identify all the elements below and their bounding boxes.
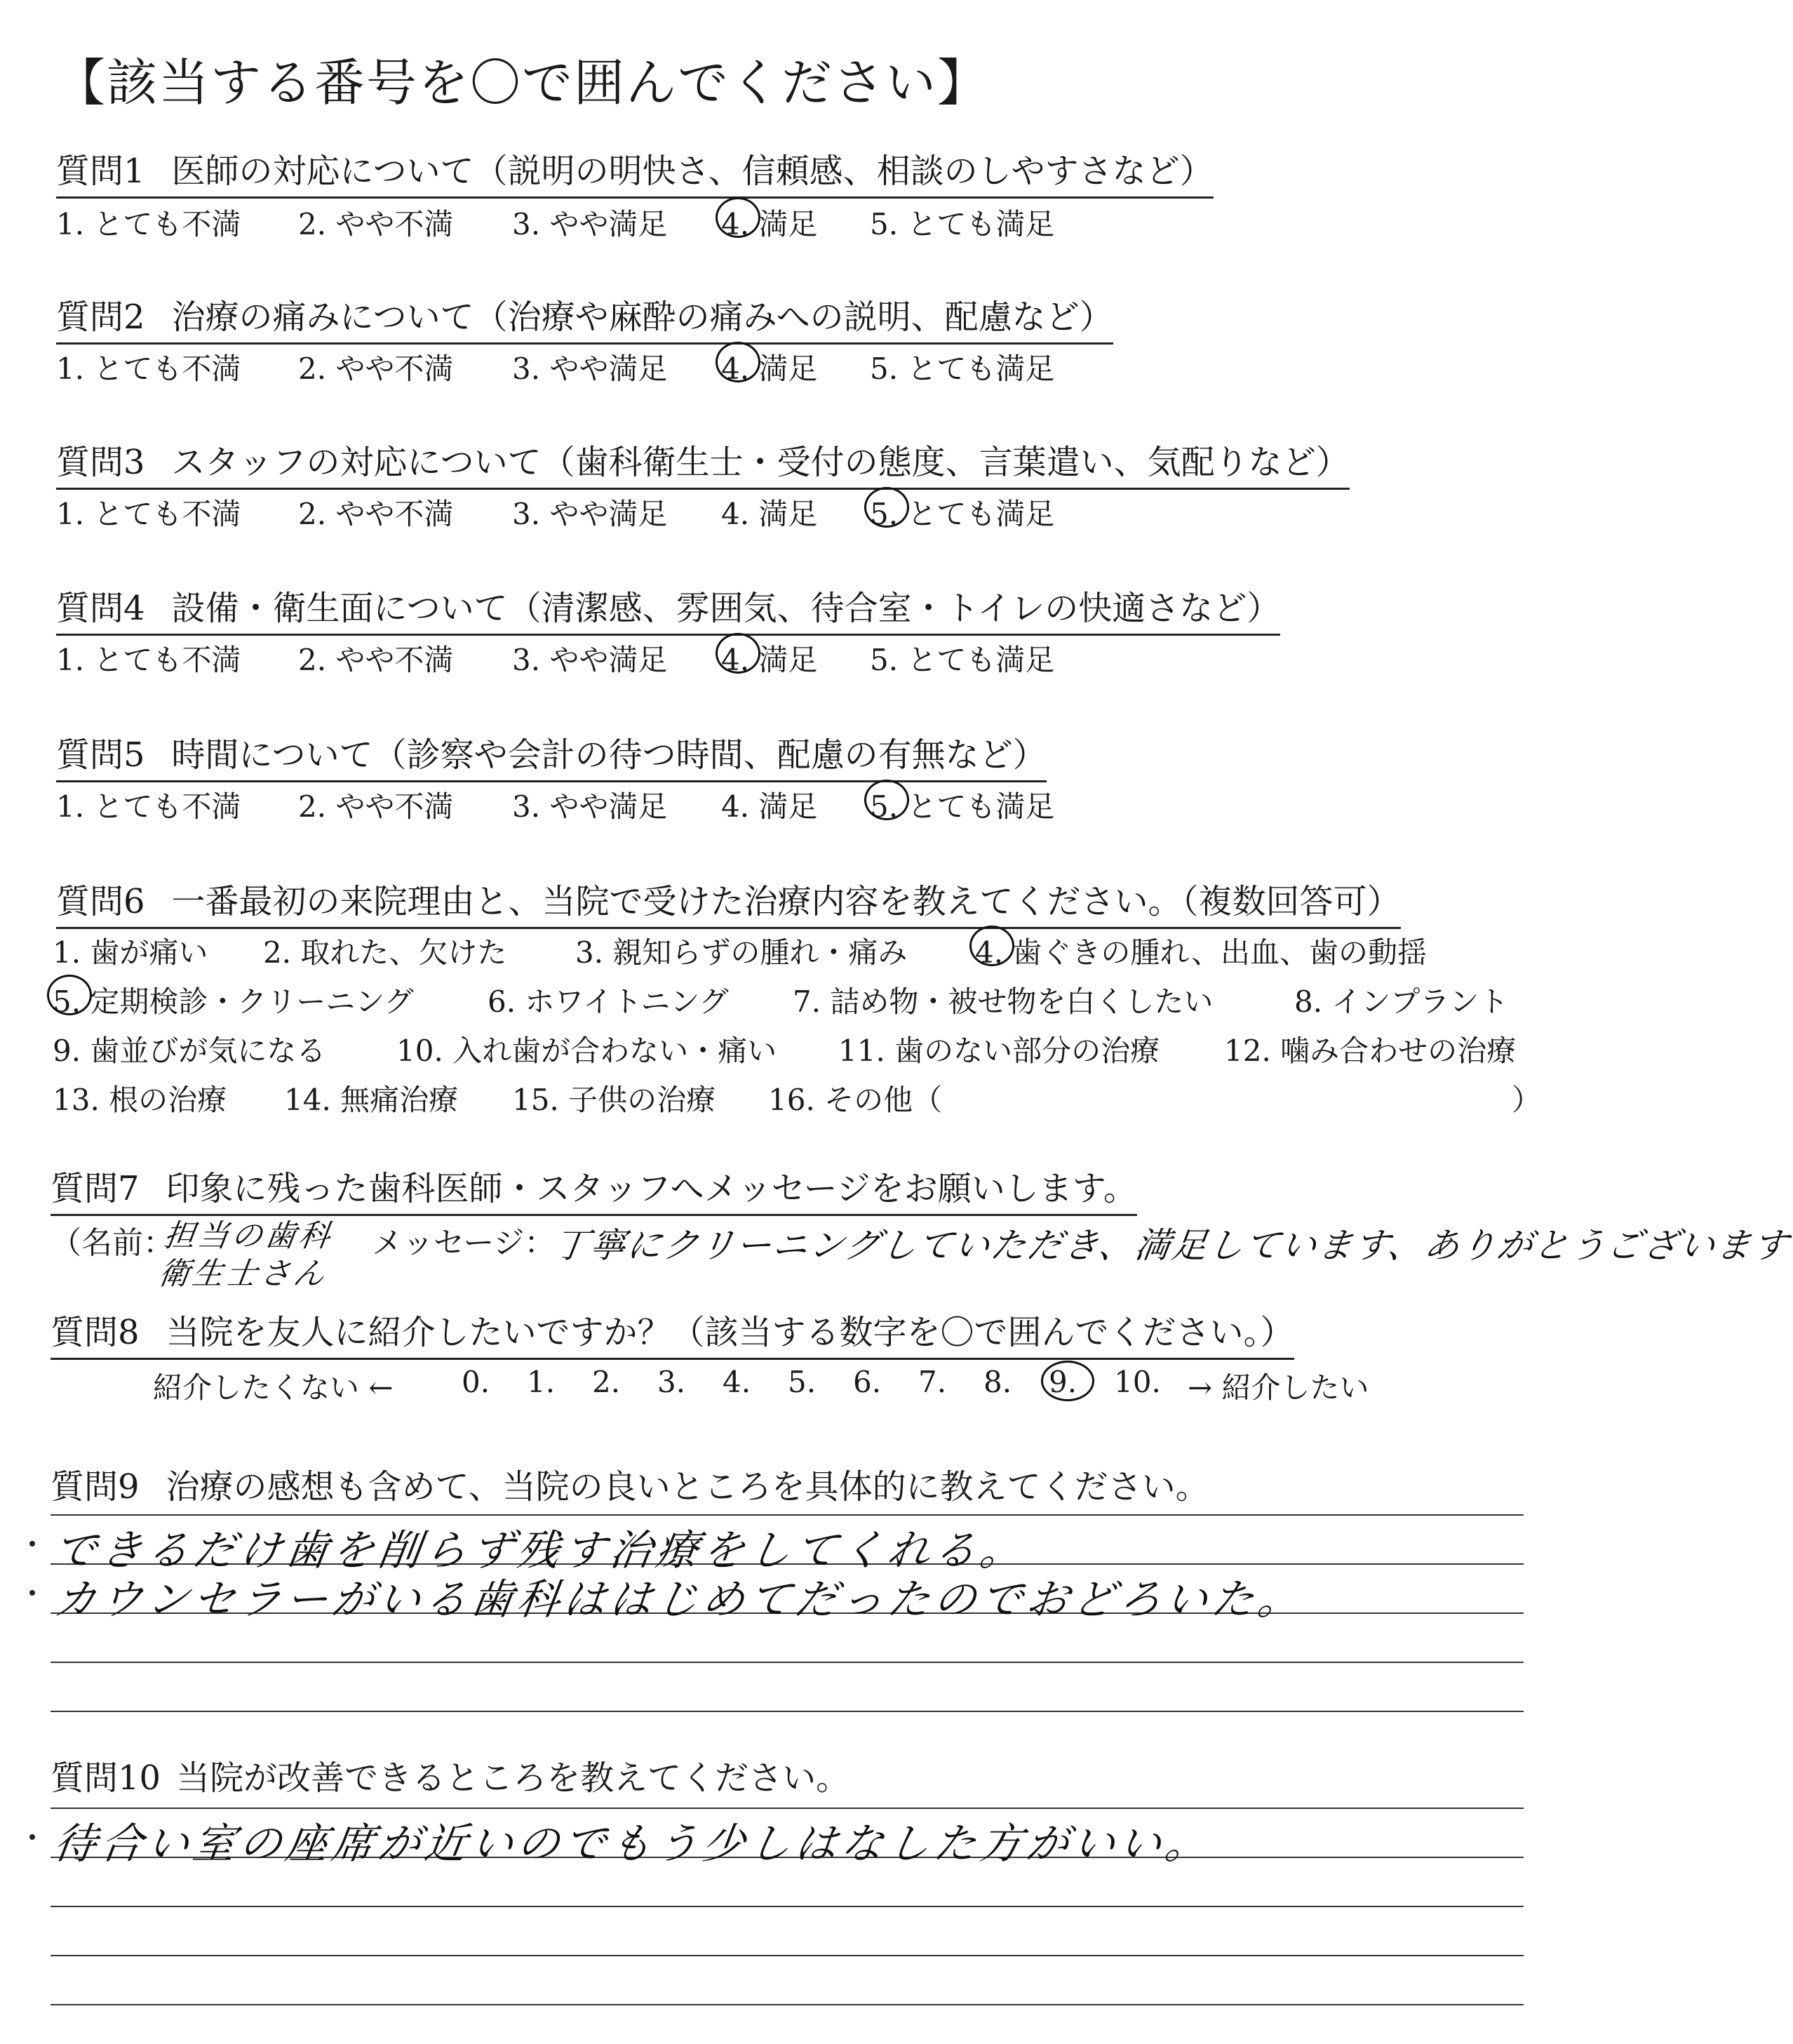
scale-value-3[interactable]: 3. <box>657 1365 686 1399</box>
option-3[interactable]: 3. やや満足 <box>512 207 668 241</box>
scale-value-7[interactable]: 7. <box>918 1365 947 1399</box>
selection-circle <box>969 926 1014 966</box>
scale-value-4[interactable]: 4. <box>723 1365 751 1399</box>
option-3[interactable]: 3. やや満足 <box>512 352 668 386</box>
name-line-1: 担当の歯科 <box>161 1218 335 1254</box>
question-number: 質問4 <box>56 589 145 628</box>
question-number: 質問5 <box>56 735 145 775</box>
option-2[interactable]: 2. やや不満 <box>298 643 454 677</box>
selection-circle <box>716 633 760 674</box>
option-5[interactable]: 5. とても満足 <box>870 352 1055 386</box>
question-text: 当院を友人に紹介したいですか？（該当する数字を〇で囲んでください。） <box>166 1313 1294 1352</box>
page-title: 【該当する番号を〇で囲んでください】 <box>55 53 990 112</box>
option-4[interactable]: 4. 満足 <box>721 352 818 386</box>
option-1[interactable]: 1. とても不満 <box>56 643 241 677</box>
question-text: 一番最初の来院理由と、当院で受けた治療内容を教えてください。（複数回答可） <box>171 882 1401 921</box>
option-2[interactable]: 2. やや不満 <box>298 497 454 531</box>
question-number: 質問7 <box>51 1169 140 1208</box>
scale-value-0[interactable]: 0. <box>462 1365 490 1399</box>
scale-left-label: 紹介したくない ← <box>153 1370 394 1405</box>
selection-circle <box>716 197 760 238</box>
question-number: 質問6 <box>56 882 145 921</box>
name-line-2: 衛生士さん <box>156 1256 330 1292</box>
option-4[interactable]: 4. 満足 <box>721 207 818 241</box>
question-2-options <box>56 346 1249 386</box>
scale-value-6[interactable]: 6. <box>853 1365 882 1399</box>
answer-line <box>51 1808 1524 1809</box>
option-5[interactable]: 5. とても満足 <box>870 643 1055 677</box>
option-5[interactable]: 5. とても満足 <box>870 497 1055 531</box>
q6-row-3 <box>53 1028 1561 1068</box>
q6-option-10[interactable]: 10. 入れ歯が合わない・痛い <box>396 1034 777 1068</box>
selection-circle <box>47 975 92 1015</box>
selection-circle <box>716 342 760 382</box>
q9-answer-line-2: カウンセラーがいる歯科ははじめてだったのでおどろいた。 <box>51 1575 1308 1624</box>
question-1-heading <box>56 144 1214 199</box>
question-5-options <box>56 784 1249 824</box>
question-4-heading <box>56 581 1280 636</box>
option-2[interactable]: 2. やや不満 <box>298 789 454 824</box>
question-number: 質問1 <box>56 152 145 191</box>
selection-circle <box>1041 1361 1094 1401</box>
scale-value-1[interactable]: 1. <box>527 1365 556 1399</box>
question-7-heading <box>51 1161 1137 1216</box>
q6-option-6[interactable]: 6. ホワイトニング <box>488 984 729 1019</box>
message-value-handwritten: 丁寧にクリーニングしていただき、満足しています、ありがとうございます <box>551 1225 1792 1266</box>
question-text: 治療の痛みについて（治療や麻酔の痛みへの説明、配慮など） <box>171 298 1113 337</box>
question-1-options <box>56 201 1249 241</box>
question-5-heading <box>56 728 1047 782</box>
scale-value-10[interactable]: 10. <box>1114 1365 1161 1399</box>
question-3-heading <box>56 435 1350 490</box>
question-4-options <box>56 637 1249 677</box>
q6-option-1[interactable]: 1. 歯が痛い <box>53 935 208 970</box>
option-3[interactable]: 3. やや満足 <box>512 643 668 677</box>
bullet-mark <box>29 1834 35 1840</box>
q6-row-4 <box>53 1077 1561 1117</box>
option-1[interactable]: 1. とても不満 <box>56 497 241 531</box>
answer-line <box>51 1662 1524 1663</box>
selection-circle <box>864 487 909 528</box>
name-value-handwritten <box>156 1217 335 1293</box>
q6-option-15[interactable]: 15. 子供の治療 <box>512 1083 716 1117</box>
answer-line <box>51 1711 1524 1712</box>
answer-line <box>51 1906 1524 1907</box>
question-number: 質問2 <box>56 298 145 337</box>
answer-line <box>51 2004 1524 2005</box>
question-text: 印象に残った歯科医師・スタッフへメッセージをお願いします。 <box>166 1169 1137 1208</box>
q6-option-9[interactable]: 9. 歯並びが気になる <box>53 1034 326 1068</box>
option-3[interactable]: 3. やや満足 <box>512 497 668 531</box>
question-text: 当院が改善できるところを教えてください。 <box>176 1758 850 1798</box>
q6-other-close-paren: ） <box>1512 1083 1542 1117</box>
option-3[interactable]: 3. やや満足 <box>512 789 668 824</box>
question-number: 質問8 <box>51 1313 140 1352</box>
question-text: 医師の対応について（説明の明快さ、信頼感、相談のしやすさなど） <box>171 152 1214 191</box>
option-1[interactable]: 1. とても不満 <box>56 789 241 824</box>
q6-option-12[interactable]: 12. 噛み合わせの治療 <box>1224 1034 1517 1068</box>
q6-option-2[interactable]: 2. 取れた、欠けた <box>263 935 507 970</box>
question-text: 設備・衛生面について（清潔感、雰囲気、待合室・トイレの快適さなど） <box>171 589 1281 628</box>
question-number: 質問10 <box>51 1758 161 1798</box>
option-4[interactable]: 4. 満足 <box>721 789 818 824</box>
answer-line <box>51 1514 1524 1516</box>
scale-value-8[interactable]: 8. <box>983 1365 1012 1399</box>
option-5[interactable]: 5. とても満足 <box>870 789 1055 824</box>
option-4[interactable]: 4. 満足 <box>721 497 818 531</box>
selection-circle <box>864 780 909 820</box>
name-label: （名前： <box>51 1225 174 1261</box>
scale-value-9[interactable]: 9. <box>1049 1365 1077 1399</box>
q6-option-3[interactable]: 3. 親知らずの腫れ・痛み <box>575 935 908 970</box>
option-2[interactable]: 2. やや不満 <box>298 352 454 386</box>
answer-line <box>51 1955 1524 1956</box>
question-text: 治療の感想も含めて、当院の良いところを具体的に教えてください。 <box>166 1467 1209 1507</box>
question-10-heading <box>51 1751 850 1799</box>
scale-value-5[interactable]: 5. <box>788 1365 817 1399</box>
q6-option-5[interactable]: 5. 定期検診・クリーニング <box>53 984 414 1019</box>
option-1[interactable]: 1. とても不満 <box>56 207 241 241</box>
q6-option-8[interactable]: 8. インプラント <box>1294 984 1509 1019</box>
q10-answer-line-1: 待合い室の座席が近いのでもう少しはなした方がいい。 <box>51 1819 1216 1869</box>
q6-option-16[interactable]: 16. その他（ <box>768 1083 943 1117</box>
question-number: 質問3 <box>56 443 145 482</box>
question-8-heading <box>51 1305 1294 1360</box>
question-text: 時間について（診察や会計の待つ時間、配慮の有無など） <box>171 735 1047 775</box>
scale-right-label: → 紹介したい <box>1188 1370 1369 1405</box>
q6-option-4[interactable]: 4. 歯ぐきの腫れ、出血、歯の動揺 <box>975 935 1427 970</box>
message-label: メッセージ： <box>372 1225 556 1261</box>
q9-answer-line-1: できるだけ歯を削らず残す治療をしてくれる。 <box>51 1526 1030 1575</box>
q6-row-1 <box>53 930 1561 970</box>
q6-option-14[interactable]: 14. 無痛治療 <box>284 1083 459 1117</box>
question-2-heading <box>56 290 1113 345</box>
q6-row-2 <box>53 979 1561 1019</box>
option-1[interactable]: 1. とても不満 <box>56 352 241 386</box>
bullet-mark <box>29 1541 35 1547</box>
option-4[interactable]: 4. 満足 <box>721 643 818 677</box>
scale-value-2[interactable]: 2. <box>592 1365 621 1399</box>
option-5[interactable]: 5. とても満足 <box>870 207 1055 241</box>
question-9-heading <box>51 1459 1209 1508</box>
q8-scale <box>153 1365 1416 1405</box>
q6-option-13[interactable]: 13. 根の治療 <box>53 1083 227 1117</box>
q6-option-11[interactable]: 11. 歯のない部分の治療 <box>838 1034 1160 1068</box>
question-text: スタッフの対応について（歯科衛生士・受付の態度、言葉遣い、気配りなど） <box>171 443 1350 482</box>
question-number: 質問9 <box>51 1467 140 1507</box>
question-6-heading <box>56 874 1401 929</box>
bullet-mark <box>29 1590 35 1596</box>
option-2[interactable]: 2. やや不満 <box>298 207 454 241</box>
question-3-options <box>56 491 1249 531</box>
q6-option-7[interactable]: 7. 詰め物・被せ物を白くしたい <box>793 984 1214 1019</box>
